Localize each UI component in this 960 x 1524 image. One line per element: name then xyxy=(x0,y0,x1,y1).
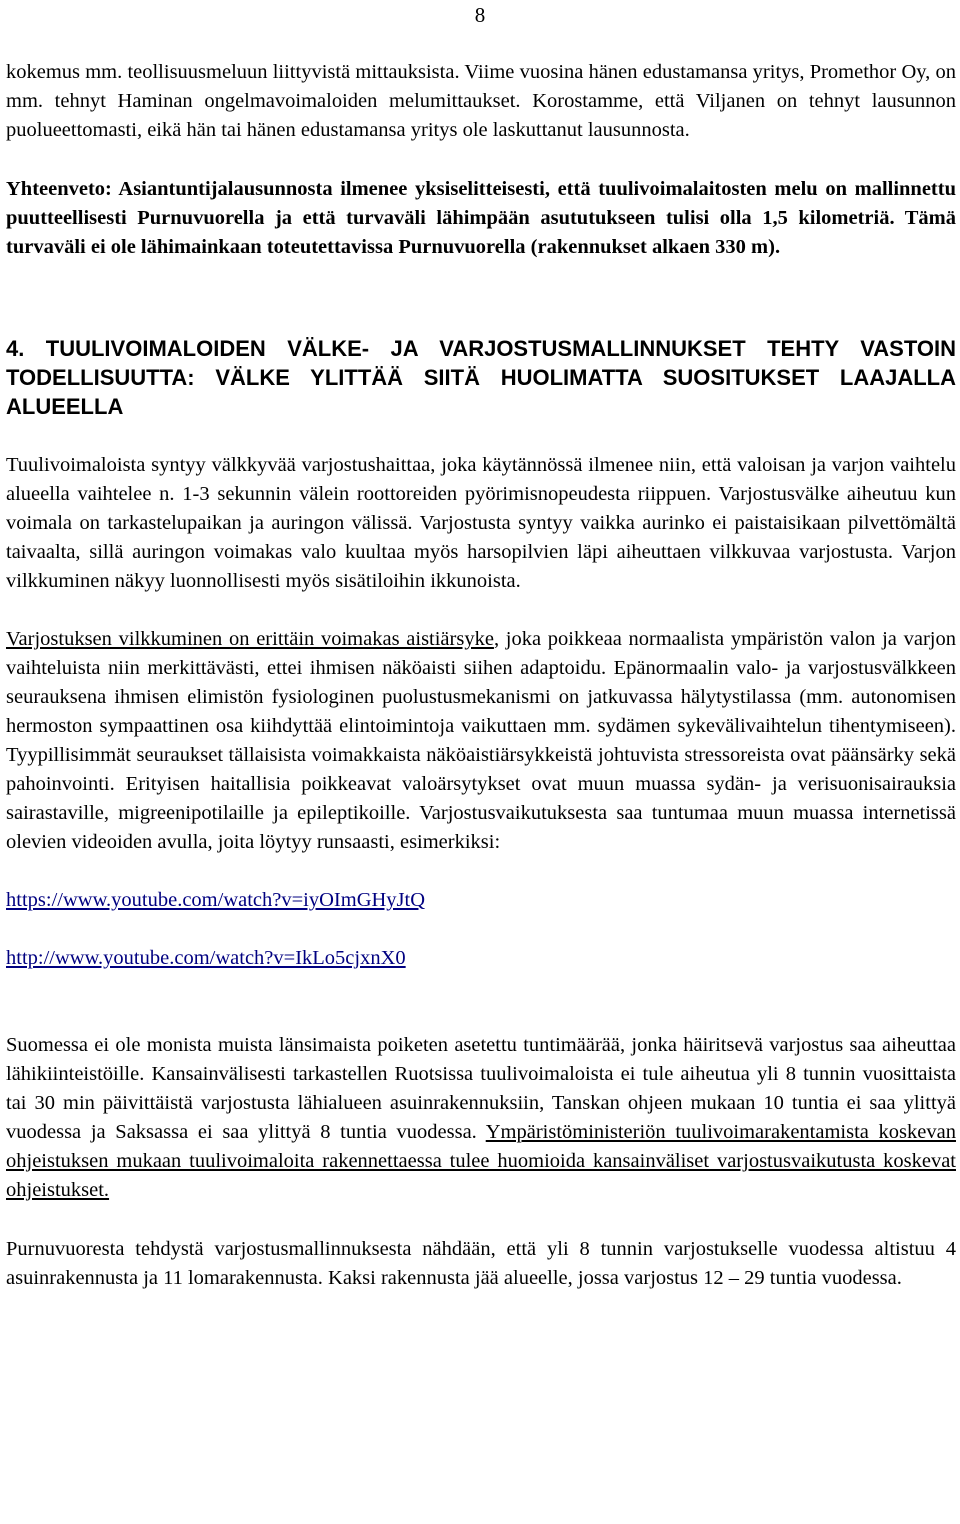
paragraph-flicker-description: Tuulivoimaloista syntyy välkkyvää varjostushaittaa, joka käytännössä ilmenee niin, että valoisan ja varjon vaihtelu alueella vaihtelee n. 1-3 sekunnin välein roottoreiden pyörimisnopeudesta riippuen. Varjostusvälke aiheutuu kun voimala on tarkastelupaikan ja auringon välissä. Varjostusta syntyy vaikka aurinko ei paistaisikaan pilvettömältä taivaalta, sillä auringon voimakas valo kuultaa myös harsopilvien läpi aiheuttaen vilkkuvaa varjostusta. Varjon vilkkuminen näkyy luonnollisesti myös sisätiloihin ikkunoista. xyxy=(6,454,956,592)
page-number: 8 xyxy=(474,3,486,27)
paragraph-international-limits xyxy=(6,1031,956,1205)
underlined-guideline: Ympäristöministeriön tuulivoimarakentamista koskevan ohjeistuksen mukaan tuulivoimaloita rakennettaessa tulee huomioida kansainväliset varjostusvaikutusta koskevat ohjeistukset. xyxy=(6,1121,956,1201)
youtube-link-1[interactable]: https://www.youtube.com/watch?v=iyOImGHyJtQ xyxy=(6,889,426,911)
document-body xyxy=(6,58,956,1293)
section-heading: 4. TUULIVOIMALOIDEN VÄLKE- JA VARJOSTUSMALLINNUKSET TEHTY VASTOIN TODELLISUUTTA: VÄLKE YLITTÄÄ SIITÄ HUOLIMATTA SUOSITUKSET LAAJALLA ALUEELLA xyxy=(6,336,956,419)
paragraph-text: , joka poikkeaa normaalista ympäristön valon ja varjon vaihteluista niin merkittävästi, ettei ihmisen näköaisti siihen adaptoidu. Epänormaalin valo- ja varjostusvälkkeen seurauksena ihmisen elimistön fysiologinen puolustusmekanismi on jatkuvassa hälytystilassa (mm. autonomisen hermoston sympaattinen osa kiihdyttää elintoimintoja vaikuttaen mm. sydämen sykevälivaihtelun tihentymiseen). Tyypillisimmät seuraukset tällaisista voimakkaista näköaistiärsykkeistä johtuvista stressoreista ovat päänsärky sekä pahoinvointi. Erityisen haitallisia poikkeavat valoärsytykset ovat muun muassa sydän- ja verisuonisairauksia sairastaville, migreenipotilaille ja epileptikoille. Varjostusvaikutuksesta saa tuntumaa muun muassa internetissä olevien videoiden avulla, joita löytyy runsaasti, esimerkiksi: xyxy=(6,628,956,853)
paragraph-expert-background: kokemus mm. teollisuusmeluun liittyvistä mittauksista. Viime vuosina hänen edustamansa yritys, Promethor Oy, on mm. tehnyt Haminan ongelmavoimaloiden melumittaukset. Korostamme, että Viljanen on tehnyt lausunnon puolueettomasti, eikä hän tai hänen edustamansa yritys ole laskuttanut lausunnosta. xyxy=(6,61,956,141)
youtube-link-2[interactable]: http://www.youtube.com/watch?v=IkLo5cjxnX0 xyxy=(6,947,406,969)
underlined-phrase: Varjostuksen vilkkuminen on erittäin voimakas aistiärsyke xyxy=(6,628,494,650)
paragraph-purnuvuori-shadow: Purnuvuoresta tehdystä varjostusmallinnuksesta nähdään, että yli 8 tunnin varjostukselle vuodessa altistuu 4 asuinrakennusta ja 11 lomarakennusta. Kaksi rakennusta jää alueelle, jossa varjostus 12 – 29 tuntia vuodessa. xyxy=(6,1238,956,1289)
paragraph-text: Suomessa ei ole monista muista länsimaista poiketen asetettu tuntimäärää, jonka häiritsevä varjostus saa aiheuttaa lähikiinteistöille. Kansainvälisesti tarkastellen Ruotsissa tuulivoimaloista ei tule aiheutua yli 8 tunnin vuosittaista tai 30 min päivittäistä varjostusta lähialueen asuinrakennuksiin, Tanskan ohjeen mukaan 10 tuntia ei saa ylittyä vuodessa ja Saksassa ei saa ylittyä 8 tuntia vuodessa. xyxy=(6,1034,956,1143)
summary-paragraph: Yhteenveto: Asiantuntijalausunnosta ilmenee yksiselitteisesti, että tuulivoimalaitosten melu on mallinnettu puutteellisesti Purnuvuorella ja että turvaväli lähimpään asututukseen tulisi olla 1,5 kilometriä. Tämä turvaväli ei ole lähimainkaan toteutettavissa Purnuvuorella (rakennukset alkaen 330 m). xyxy=(6,178,956,258)
link-paragraph-1 xyxy=(6,886,956,915)
paragraph-flicker-effects xyxy=(6,625,956,857)
link-paragraph-2 xyxy=(6,944,956,973)
